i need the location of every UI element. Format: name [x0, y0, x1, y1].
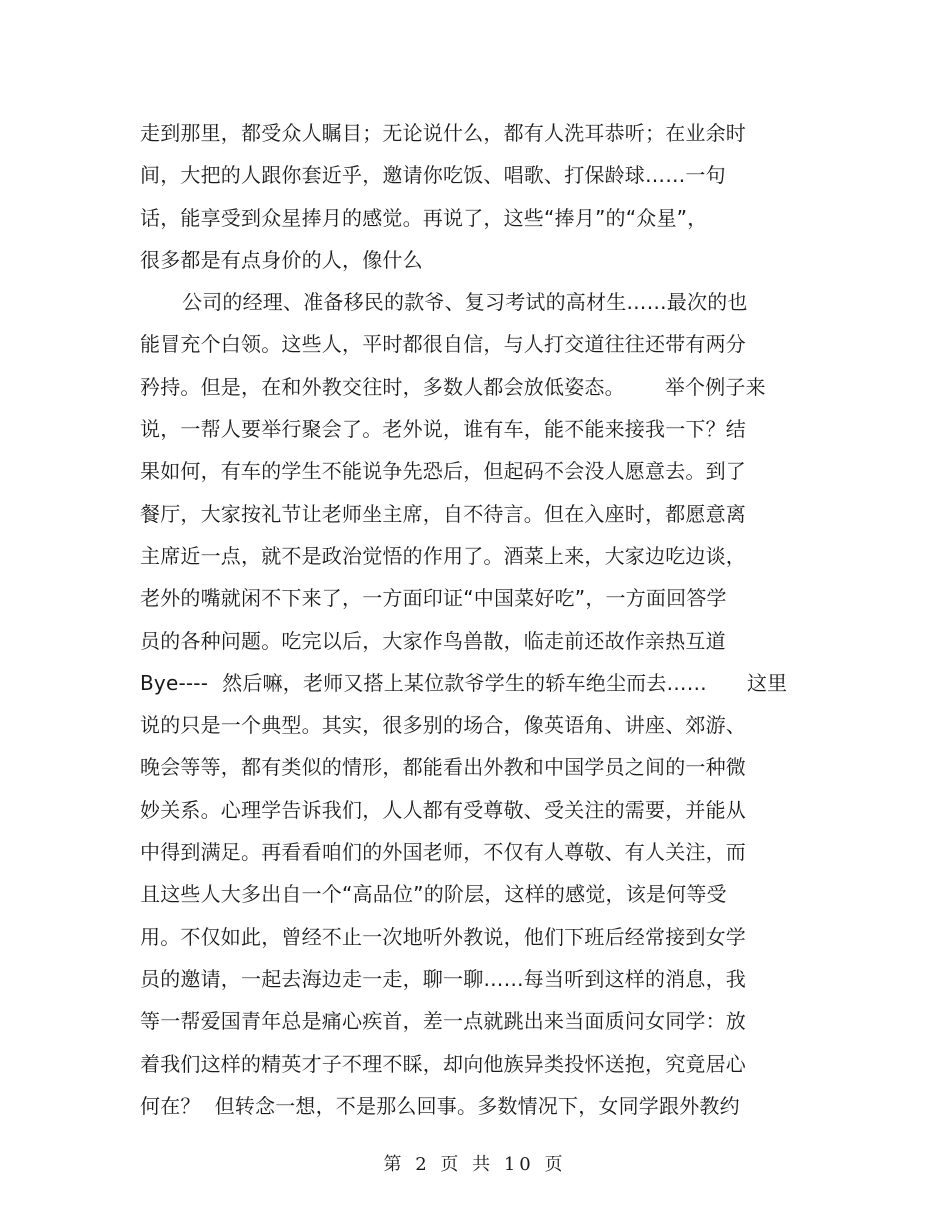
- text-line: 说的只是一个典型。其实，很多别的场合，像英语角、讲座、郊游、: [140, 713, 746, 738]
- text-line: 晚会等等，都有类似的情形，都能看出外教和中国学员之间的一种微: [140, 755, 746, 780]
- document-body: [140, 112, 800, 1127]
- text-line: 果如何，有车的学生不能说争先恐后，但起码不会没人愿意去。到了: [140, 459, 746, 484]
- text-line: 且这些人大多出自一个“高品位”的阶层，这样的感觉，该是何等受: [140, 882, 727, 907]
- text-line: 等一帮爱国青年总是痛心疾首，差一点就跳出来当面质问女同学：放: [140, 1009, 746, 1034]
- text-line: 能冒充个白领。这些人，平时都很自信，与人打交道往往还带有两分: [140, 332, 746, 357]
- text-line: 用。不仅如此，曾经不止一次地听外教说，他们下班后经常接到女学: [140, 924, 746, 949]
- text-line: 老外的嘴就闲不下来了，一方面印证“中国菜好吃”，一方面回答学: [140, 586, 727, 611]
- text-line: 员的邀请，一起去海边走一走，聊一聊……每当听到这样的消息，我: [140, 966, 746, 991]
- text-line: 餐厅，大家按礼节让老师坐主席，自不待言。但在入座时，都愿意离: [140, 501, 746, 526]
- text-line: 间，大把的人跟你套近乎，邀请你吃饭、唱歌、打保龄球……一句: [140, 163, 726, 188]
- text-line: 员的各种问题。吃完以后，大家作鸟兽散，临走前还故作亲热互道: [140, 628, 726, 653]
- text-line: 何在？ 但转念一想，不是那么回事。多数情况下，女同学跟外教约: [140, 1093, 740, 1118]
- text-line: 妙关系。心理学告诉我们，人人都有受尊敬、受关注的需要，并能从: [140, 797, 746, 822]
- paragraph-start-line: 公司的经理、准备移民的款爷、复习考试的高材生……最次的也: [182, 290, 748, 315]
- page-number-footer: 第 2 页 共 10 页: [383, 1154, 567, 1175]
- text-line: 矜持。但是，在和外教交往时，多数人都会放低姿态。 举个例子来: [140, 374, 766, 399]
- text-line: 很多都是有点身价的人，像什么: [140, 247, 423, 272]
- text-line: 走到那里，都受众人瞩目；无论说什么，都有人洗耳恭听；在业余时: [140, 121, 746, 145]
- text-line: 话，能享受到众星捧月的感觉。再说了，这些“捧月”的“众星”，: [140, 205, 708, 230]
- text-line: 说，一帮人要举行聚会了。老外说，谁有车，能不能来接我一下？结: [140, 417, 746, 442]
- text-line: 着我们这样的精英才子不理不睬，却向他族异类投怀送抱，究竟居心: [140, 1051, 746, 1076]
- text-line: 主席近一点，就不是政治觉悟的作用了。酒菜上来，大家边吃边谈，: [140, 543, 746, 568]
- text-line: Bye---- 然后嘛，老师又搭上某位款爷学生的轿车绝尘而去…… 这里: [140, 670, 788, 695]
- text-line: 中得到满足。再看看咱们的外国老师，不仅有人尊敬、有人关注，而: [140, 840, 746, 865]
